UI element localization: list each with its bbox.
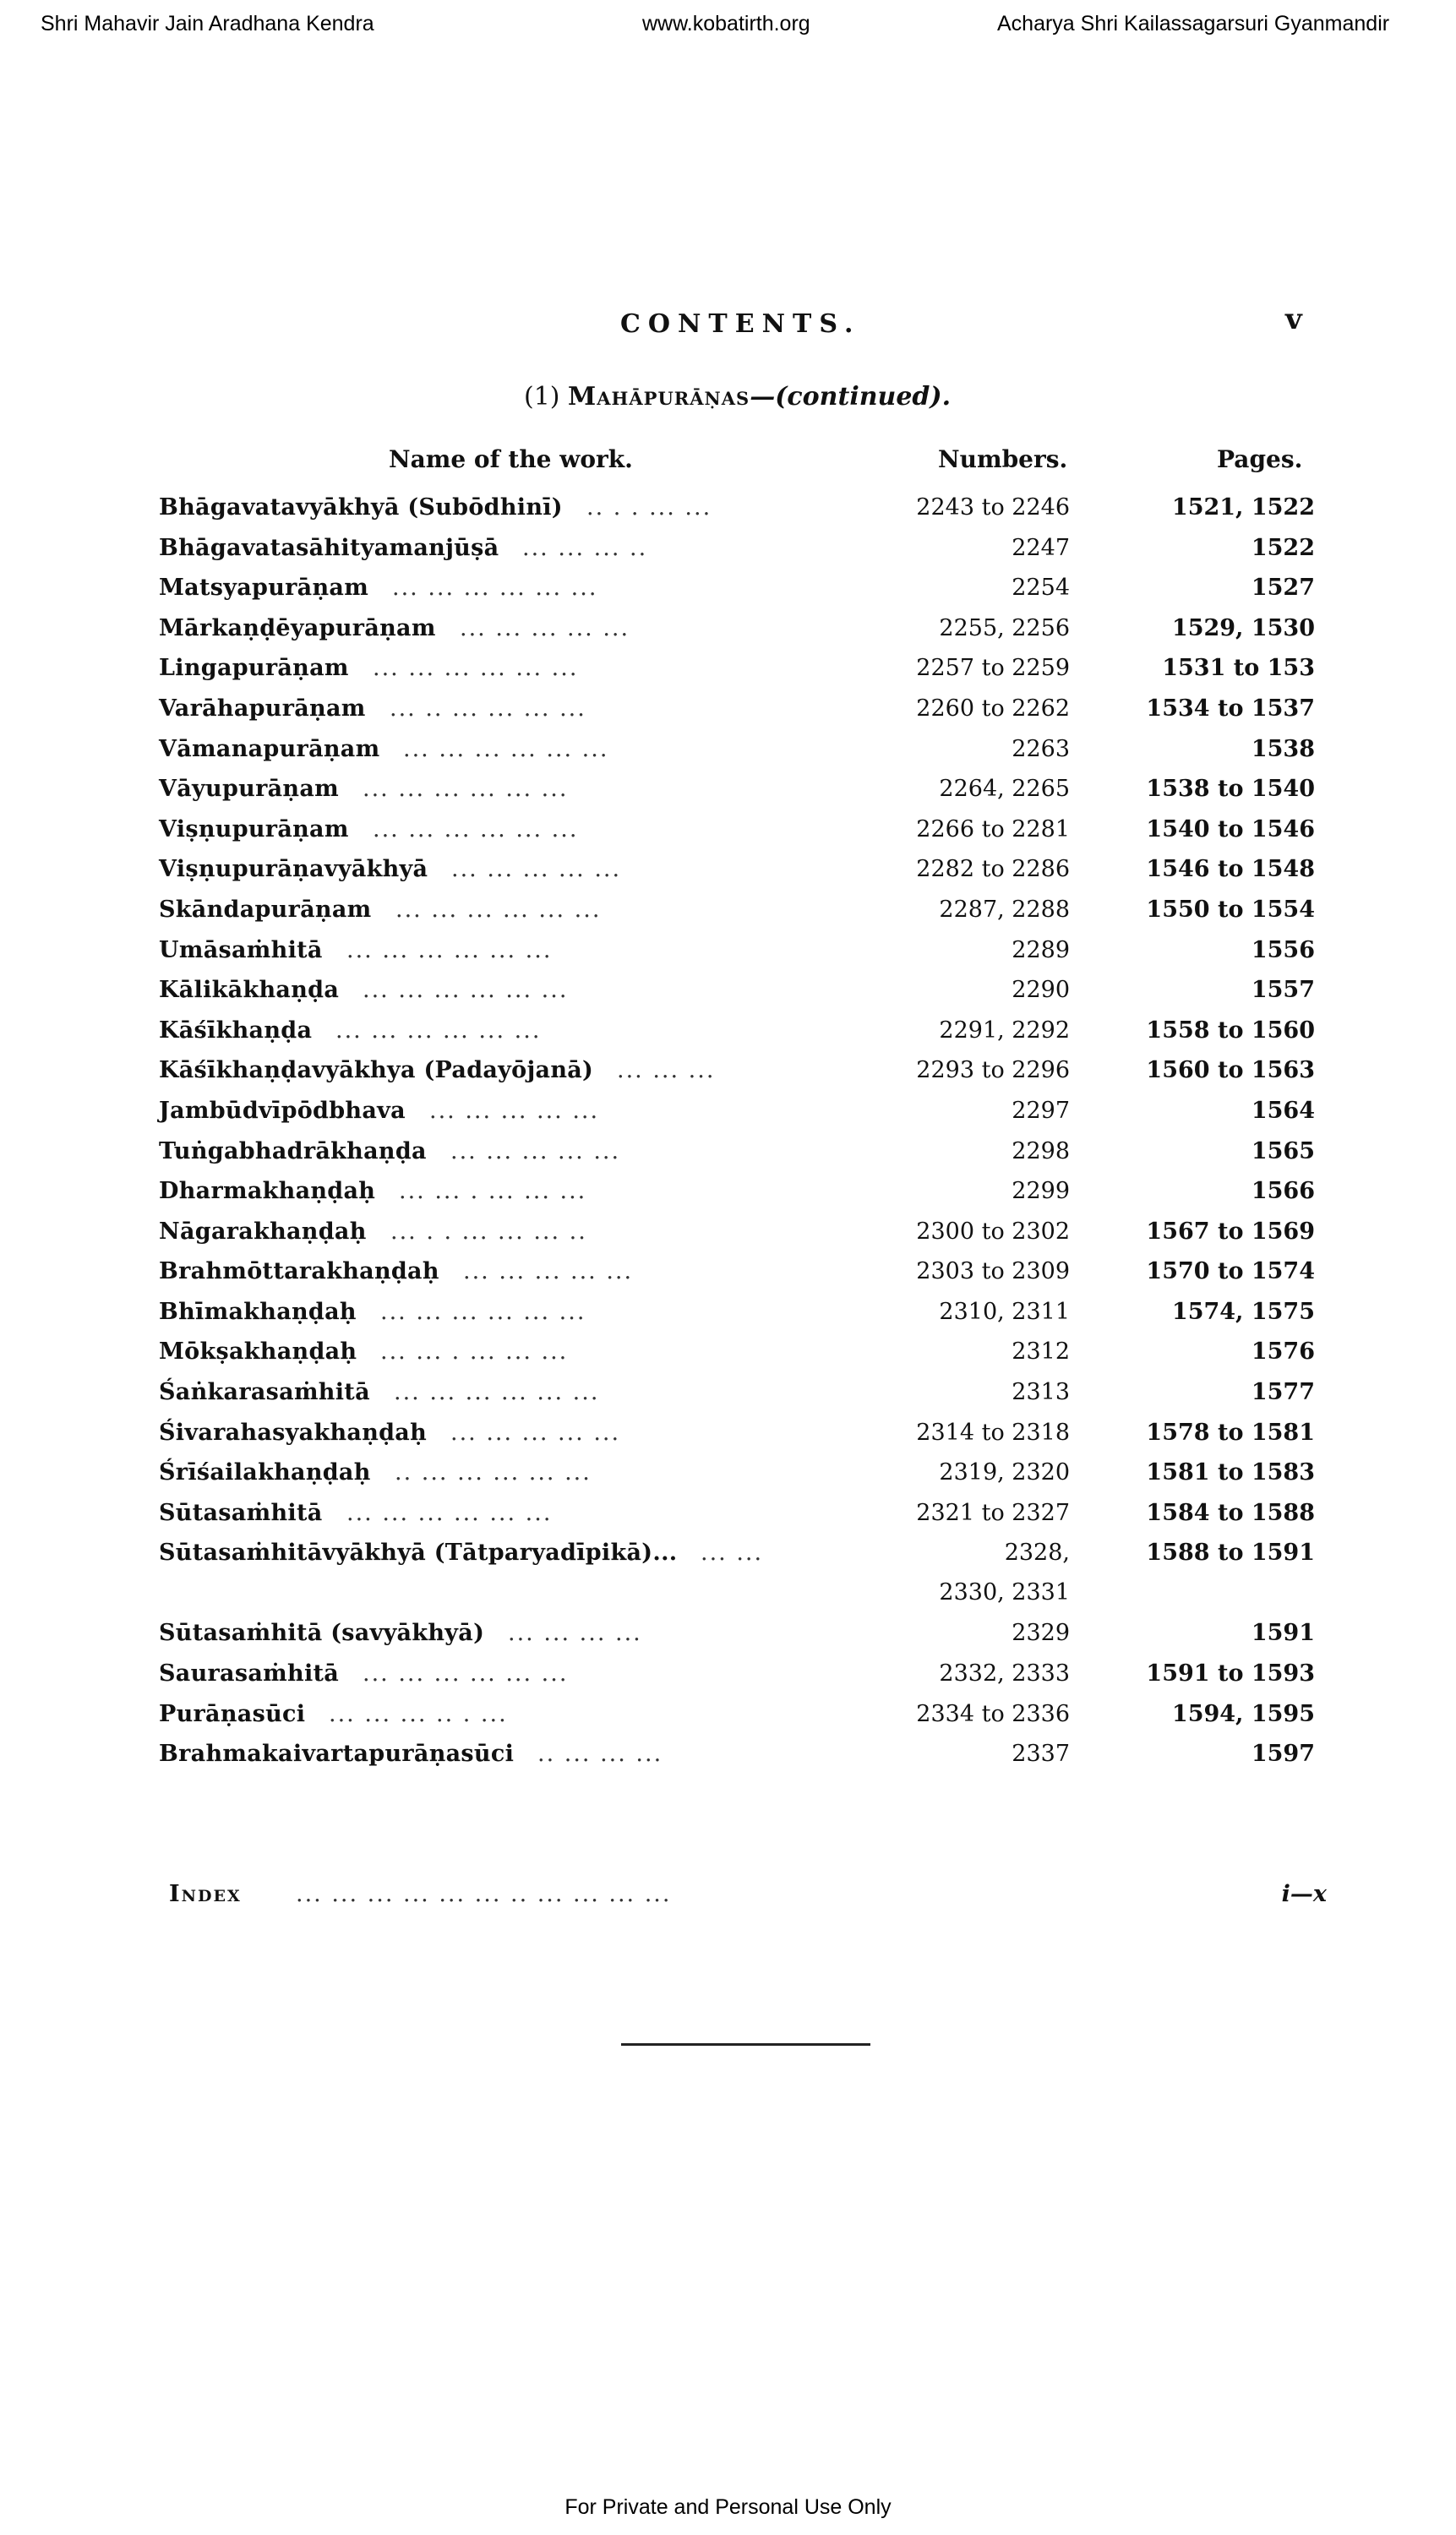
work-name: Vāmanapurāṇam	[159, 735, 380, 762]
work-numbers: 2247	[1012, 534, 1070, 561]
leader-dots: ... ... ... ... ... ...	[363, 977, 569, 1004]
table-row[interactable]	[159, 776, 1325, 816]
work-pages: 1522	[1251, 534, 1315, 561]
work-numbers: 2243 to 2246	[916, 494, 1070, 521]
work-name: Sūtasaṁhitā (savyākhyā)	[159, 1620, 485, 1647]
work-numbers: 2337	[1012, 1741, 1070, 1768]
table-row[interactable]	[159, 1338, 1325, 1379]
work-numbers: 2254	[1012, 575, 1070, 602]
leader-dots: ... ... ... ... ... ...	[346, 1499, 553, 1526]
work-numbers: 2297	[1012, 1097, 1070, 1124]
leader-dots: ... ... ... ... ... ...	[363, 1660, 569, 1687]
table-row[interactable]	[159, 1459, 1325, 1500]
index-page-range: i—x	[1281, 1881, 1327, 1907]
work-pages: 1529, 1530	[1171, 614, 1315, 641]
work-pages: 1521, 1522	[1171, 494, 1315, 521]
table-row[interactable]	[159, 494, 1325, 535]
work-name: Śivarahasyakhaṇḍaḥ	[159, 1419, 428, 1446]
work-pages: 1577	[1251, 1379, 1315, 1406]
leader-dots: ... ... ... ... ... ...	[363, 776, 569, 803]
leader-dots: ... ... ... ...	[508, 1620, 642, 1647]
work-numbers: 2299	[1012, 1178, 1070, 1205]
table-row[interactable]	[159, 1258, 1325, 1299]
work-numbers: 2260 to 2262	[916, 695, 1070, 722]
leader-dots: ... ... . ... ... ...	[399, 1178, 587, 1205]
work-pages: 1570 to 1574	[1146, 1258, 1315, 1285]
table-row[interactable]	[159, 816, 1325, 857]
index-entry[interactable]	[169, 1881, 1327, 1907]
work-pages: 1558 to 1560	[1146, 1017, 1315, 1044]
header-right-text: Acharya Shri Kailassagarsuri Gyanmandir	[997, 12, 1390, 35]
work-pages: 1527	[1251, 575, 1315, 602]
work-numbers: 2332, 2333	[939, 1660, 1070, 1687]
leader-dots: ... ... ... ... ... ...	[394, 1379, 600, 1406]
work-numbers: 2312	[1012, 1338, 1070, 1366]
work-numbers: 2314 to 2318	[916, 1419, 1070, 1446]
work-name: Śrīśailakhaṇḍaḥ	[159, 1459, 371, 1486]
work-numbers: 2329	[1012, 1620, 1070, 1647]
section-heading	[524, 382, 951, 412]
leader-dots: ... ... ... ... ... ... .. ... ... ... ...	[296, 1881, 672, 1907]
work-pages: 1578 to 1581	[1146, 1419, 1315, 1446]
leader-dots: ... ... ... .. . ...	[329, 1700, 508, 1727]
table-row[interactable]	[159, 1138, 1325, 1179]
work-name: Sūtasaṁhitā	[159, 1499, 323, 1526]
work-pages: 1588 to 1591	[1146, 1540, 1315, 1567]
table-row[interactable]	[159, 1218, 1325, 1259]
work-pages: 1564	[1251, 1097, 1315, 1124]
page-number: v	[1285, 303, 1302, 336]
work-name: Bhāgavatasāhityamanjūṣā	[159, 534, 499, 561]
work-numbers: 2282 to 2286	[916, 856, 1070, 883]
work-pages: 1550 to 1554	[1146, 896, 1315, 923]
work-pages: 1591	[1251, 1620, 1315, 1647]
work-name: Lingapurāṇam	[159, 655, 349, 682]
leader-dots: ... .. ... ... ... ...	[390, 695, 586, 722]
work-pages: 1531 to 153	[1162, 655, 1315, 682]
work-pages: 1540 to 1546	[1146, 815, 1315, 842]
work-name: Purāṇasūci	[159, 1700, 306, 1727]
work-name: Skāndapurāṇam	[159, 896, 372, 923]
leader-dots: ... ... ...	[617, 1057, 716, 1084]
leader-dots: ... ...	[701, 1540, 764, 1567]
work-name: Mōkṣakhaṇḍaḥ	[159, 1338, 357, 1366]
column-header-numbers: Numbers.	[938, 445, 1068, 473]
work-numbers: 2328,	[1004, 1540, 1070, 1567]
leader-dots: ... ... ... ... ... ...	[392, 575, 598, 602]
work-name: Sūtasaṁhitāvyākhyā (Tātparyadīpikā)...	[159, 1540, 678, 1567]
leader-dots: ... ... ... ... ... ...	[373, 815, 579, 842]
table-row[interactable]	[159, 1017, 1325, 1058]
table-row[interactable]	[159, 897, 1325, 937]
table-row[interactable]	[159, 977, 1325, 1017]
table-row[interactable]	[159, 1178, 1325, 1218]
contents-table	[159, 494, 1325, 1781]
section-name: Mahāpurāṇas	[568, 382, 750, 412]
work-name: Vāyupurāṇam	[159, 776, 339, 803]
end-rule-divider	[621, 2043, 870, 2046]
table-row[interactable]	[159, 1098, 1325, 1138]
table-row[interactable]	[159, 575, 1325, 615]
work-numbers: 2287, 2288	[939, 896, 1070, 923]
work-name: Kāśīkhaṇḍa	[159, 1017, 313, 1044]
work-pages: 1584 to 1588	[1146, 1499, 1315, 1526]
work-pages: 1560 to 1563	[1146, 1057, 1315, 1084]
work-numbers: 2293 to 2296	[916, 1057, 1070, 1084]
leader-dots: .. ... ... ...	[537, 1741, 663, 1768]
work-name: Nāgarakhaṇḍaḥ	[159, 1218, 367, 1245]
work-name: Dharmakhaṇḍaḥ	[159, 1178, 376, 1205]
table-row[interactable]	[159, 1299, 1325, 1339]
work-name: Brahmakaivartapurāṇasūci	[159, 1741, 515, 1768]
table-row[interactable]	[159, 1620, 1325, 1660]
work-pages: 1546 to 1548	[1146, 856, 1315, 883]
work-pages: 1567 to 1569	[1146, 1218, 1315, 1245]
work-pages: 1597	[1251, 1741, 1315, 1768]
work-pages: 1556	[1251, 936, 1315, 963]
work-name: Umāsaṁhitā	[159, 936, 323, 963]
table-row[interactable]	[159, 937, 1325, 978]
table-row[interactable]	[159, 1057, 1325, 1098]
work-name: Kālikākhaṇḍa	[159, 977, 340, 1004]
table-row[interactable]	[159, 1379, 1325, 1420]
work-pages: 1591 to 1593	[1146, 1660, 1315, 1687]
work-numbers: 2303 to 2309	[916, 1258, 1070, 1285]
section-suffix: —(continued).	[750, 382, 952, 412]
work-name: Bhāgavatavyākhyā (Subōdhinī)	[159, 494, 563, 521]
table-row[interactable]	[159, 1540, 1325, 1620]
table-row[interactable]	[159, 736, 1325, 777]
table-row[interactable]	[159, 856, 1325, 897]
work-numbers: 2321 to 2327	[916, 1499, 1070, 1526]
leader-dots: .. ... ... ... ... ...	[395, 1459, 592, 1486]
work-numbers: 2289	[1012, 936, 1070, 963]
table-row[interactable]	[159, 535, 1325, 575]
page-title: CONTENTS.	[620, 309, 861, 339]
work-name: Varāhapurāṇam	[159, 695, 366, 722]
work-name: Brahmōttarakhaṇḍaḥ	[159, 1258, 439, 1285]
work-numbers: 2313	[1012, 1379, 1070, 1406]
work-numbers: 2300 to 2302	[916, 1218, 1070, 1245]
work-name: Viṣṇupurāṇavyākhyā	[159, 856, 428, 883]
work-numbers: 2310, 2311	[939, 1298, 1070, 1325]
work-numbers: 2319, 2320	[939, 1459, 1070, 1486]
leader-dots: ... ... ... ... ... ...	[335, 1017, 542, 1044]
work-numbers: 2257 to 2259	[916, 655, 1070, 682]
leader-dots: .. . . ... ...	[586, 494, 712, 521]
table-row[interactable]	[159, 695, 1325, 736]
work-pages: 1566	[1251, 1178, 1315, 1205]
table-row[interactable]	[159, 1701, 1325, 1742]
leader-dots: ... ... ... ... ...	[429, 1097, 600, 1124]
work-name: Śaṅkarasaṁhitā	[159, 1379, 370, 1406]
leader-dots: ... . . ... ... ... ..	[390, 1218, 587, 1245]
table-row[interactable]	[159, 615, 1325, 656]
leader-dots: ... ... ... ... ... ...	[346, 936, 553, 963]
work-pages: 1581 to 1583	[1146, 1459, 1315, 1486]
work-pages: 1576	[1251, 1338, 1315, 1366]
table-row[interactable]	[159, 1420, 1325, 1460]
index-label: Index	[169, 1881, 242, 1907]
leader-dots: ... ... ... ..	[522, 534, 648, 561]
leader-dots: ... ... ... ... ...	[450, 1419, 621, 1446]
work-pages: 1594, 1595	[1171, 1700, 1315, 1727]
work-name: Bhīmakhaṇḍaḥ	[159, 1298, 357, 1325]
table-row[interactable]	[159, 1741, 1325, 1781]
footer-notice: For Private and Personal Use Only	[564, 2495, 892, 2519]
work-name: Tuṅgabhadrākhaṇḍa	[159, 1137, 427, 1164]
leader-dots: ... ... . ... ... ...	[380, 1338, 569, 1366]
work-numbers: 2255, 2256	[939, 614, 1070, 641]
leader-dots: ... ... ... ... ... ...	[373, 655, 579, 682]
work-numbers: 2334 to 2336	[916, 1700, 1070, 1727]
work-pages: 1534 to 1537	[1146, 695, 1315, 722]
table-row[interactable]	[159, 655, 1325, 695]
work-name: Kāśīkhaṇḍavyākhya (Padayōjanā)	[159, 1057, 594, 1084]
column-header-name: Name of the work.	[389, 445, 633, 473]
leader-dots: ... ... ... ... ...	[450, 1137, 621, 1164]
leader-dots: ... ... ... ... ... ...	[403, 735, 609, 762]
work-name: Viṣṇupurāṇam	[159, 815, 349, 842]
work-numbers: 2291, 2292	[939, 1017, 1070, 1044]
leader-dots: ... ... ... ... ...	[451, 856, 622, 883]
header-left-text: Shri Mahavir Jain Aradhana Kendra	[41, 12, 374, 35]
work-numbers: 2266 to 2281	[916, 815, 1070, 842]
work-numbers: 2264, 2265	[939, 776, 1070, 803]
work-numbers: 2298	[1012, 1137, 1070, 1164]
work-name: Saurasaṁhitā	[159, 1660, 340, 1687]
leader-dots: ... ... ... ... ... ...	[395, 896, 602, 923]
table-row[interactable]	[159, 1660, 1325, 1701]
leader-dots: ... ... ... ... ...	[463, 1258, 634, 1285]
table-row[interactable]	[159, 1500, 1325, 1540]
work-pages: 1557	[1251, 977, 1315, 1004]
work-pages: 1538 to 1540	[1146, 776, 1315, 803]
column-header-pages: Pages.	[1217, 445, 1303, 473]
work-name: Jambūdvīpōdbhava	[159, 1097, 406, 1124]
section-prefix: (1)	[524, 382, 560, 412]
leader-dots: ... ... ... ... ...	[460, 614, 630, 641]
work-numbers-continued: 2330, 2331	[939, 1579, 1070, 1606]
work-name: Matsyapurāṇam	[159, 575, 369, 602]
work-numbers: 2290	[1012, 977, 1070, 1004]
work-pages: 1538	[1251, 735, 1315, 762]
work-numbers: 2263	[1012, 735, 1070, 762]
header-website-link[interactable]: www.kobatirth.org	[642, 12, 810, 35]
leader-dots: ... ... ... ... ... ...	[380, 1298, 586, 1325]
work-pages: 1565	[1251, 1137, 1315, 1164]
work-pages: 1574, 1575	[1171, 1298, 1315, 1325]
work-name: Mārkaṇḍēyapurāṇam	[159, 614, 436, 641]
